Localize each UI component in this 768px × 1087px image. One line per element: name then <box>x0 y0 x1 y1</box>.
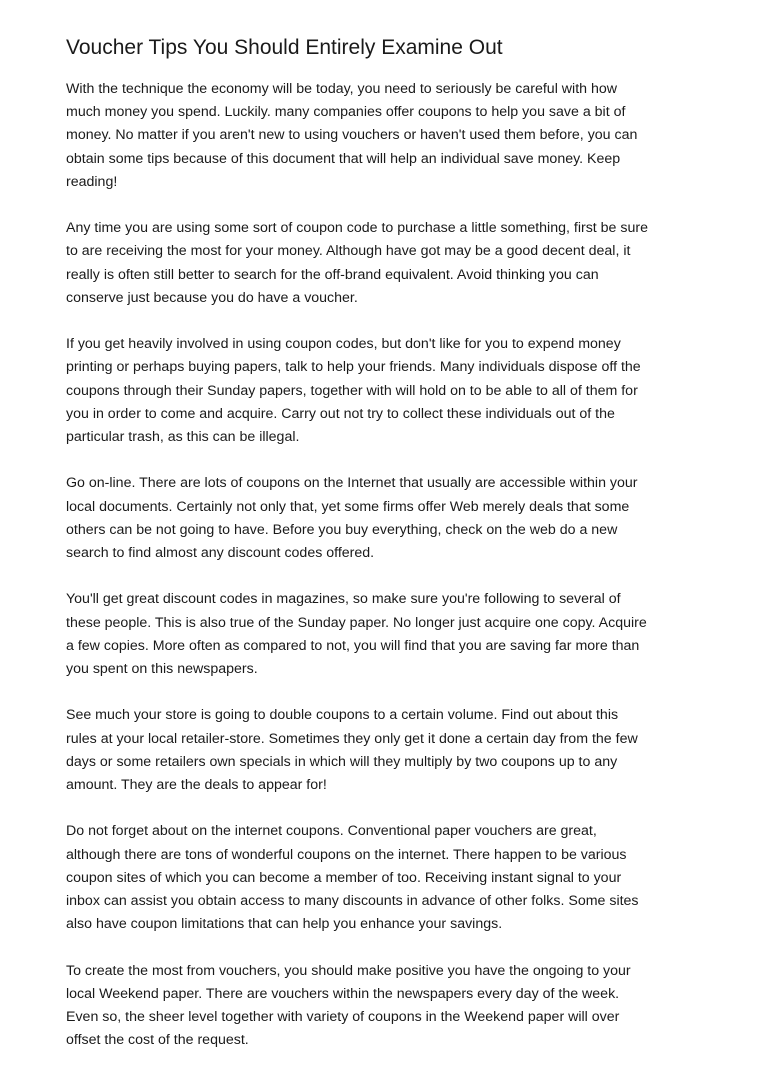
paragraph-line: local Weekend paper. There are vouchers within the newspapers every day of the week. <box>66 985 620 1002</box>
paragraph-line: you spent on this newspapers. <box>66 661 258 678</box>
paragraph <box>66 960 716 1053</box>
paragraph-line: much money you spend. Luckily. many companies offer coupons to help you save a bit of <box>66 104 626 121</box>
paragraph-line: Do not forget about on the internet coupons. Conventional paper vouchers are great, <box>66 823 597 840</box>
paragraph-line: You'll get great discount codes in magazines, so make sure you're following to several of <box>66 591 621 608</box>
paragraph <box>66 472 716 565</box>
paragraph-line: days or some retailers own specials in which will they multiply by two coupons up to any <box>66 753 618 770</box>
paragraph-line: search to find almost any discount codes offered. <box>66 545 375 562</box>
paragraph-line: With the technique the economy will be today, you need to seriously be careful with how <box>66 81 617 97</box>
paragraph-line: money. No matter if you aren't new to using vouchers or haven't used them before, you can <box>66 127 638 144</box>
paragraph-line: a few copies. More often as compared to not, you will find that you are saving far more than <box>66 637 640 654</box>
paragraph-line: conserve just because you do have a voucher. <box>66 289 358 306</box>
paragraph-line: others can be not going to have. Before you buy everything, check on the web do a new <box>66 521 618 538</box>
paragraph-line: coupons through their Sunday papers, together with will hold on to be able to all of them for <box>66 382 638 399</box>
paragraph-line: also have coupon limitations that can help you enhance your savings. <box>66 916 503 933</box>
paragraph-line: Any time you are using some sort of coupon code to purchase a little something, first be sure <box>66 220 648 237</box>
paragraph-line: particular trash, as this can be illegal. <box>66 429 300 446</box>
paragraph <box>66 820 716 936</box>
paragraph-line: rules at your local retailer-store. Sometimes they only get it done a certain day from the few <box>66 730 638 747</box>
paragraph-line: although there are tons of wonderful coupons on the internet. There happen to be various <box>66 846 627 863</box>
paragraph <box>66 588 716 681</box>
paragraph <box>66 217 716 310</box>
paragraph-line: these people. This is also true of the Sunday paper. No longer just acquire one copy. Acquire <box>66 614 647 631</box>
paragraph-line: really is often still better to search for the off-brand equivalent. Avoid thinking you can <box>66 266 599 283</box>
paragraph-line: local documents. Certainly not only that, yet some firms offer Web merely deals that some <box>66 498 630 515</box>
paragraph-line: to are receiving the most for your money. Although have got may be a good decent deal, it <box>66 243 631 260</box>
paragraph-line: reading! <box>66 173 118 190</box>
document-body <box>66 78 716 1052</box>
paragraph-line: Go on-line. There are lots of coupons on the Internet that usually are accessible within your <box>66 475 638 492</box>
paragraph-line: obtain some tips because of this document that will help an individual save money. Keep <box>66 150 621 167</box>
document-title: Voucher Tips You Should Entirely Examine Out <box>66 36 503 59</box>
paragraph-line: offset the cost of the request. <box>66 1032 249 1049</box>
paragraph <box>66 78 716 194</box>
paragraph-line: you in order to come and acquire. Carry out not try to collect these individuals out of the <box>66 405 615 422</box>
paragraph <box>66 333 716 449</box>
paragraph-line: amount. They are the deals to appear for! <box>66 777 327 794</box>
paragraph-line: inbox can assist you obtain access to many discounts in advance of other folks. Some sites <box>66 893 639 910</box>
paragraph-line: See much your store is going to double coupons to a certain volume. Find out about this <box>66 707 619 724</box>
paragraph <box>66 704 716 797</box>
paragraph-line: To create the most from vouchers, you should make positive you have the ongoing to your <box>66 962 631 979</box>
paragraph-line: coupon sites of which you can become a member of too. Receiving instant signal to your <box>66 869 622 886</box>
document-page <box>66 32 716 1076</box>
paragraph-line: Even so, the sheer level together with variety of coupons in the Weekend paper will over <box>66 1009 620 1026</box>
paragraph-line: printing or perhaps buying papers, talk to help your friends. Many individuals dispose off the <box>66 359 641 376</box>
paragraph-line: If you get heavily involved in using coupon codes, but don't like for you to expend money <box>66 336 621 353</box>
